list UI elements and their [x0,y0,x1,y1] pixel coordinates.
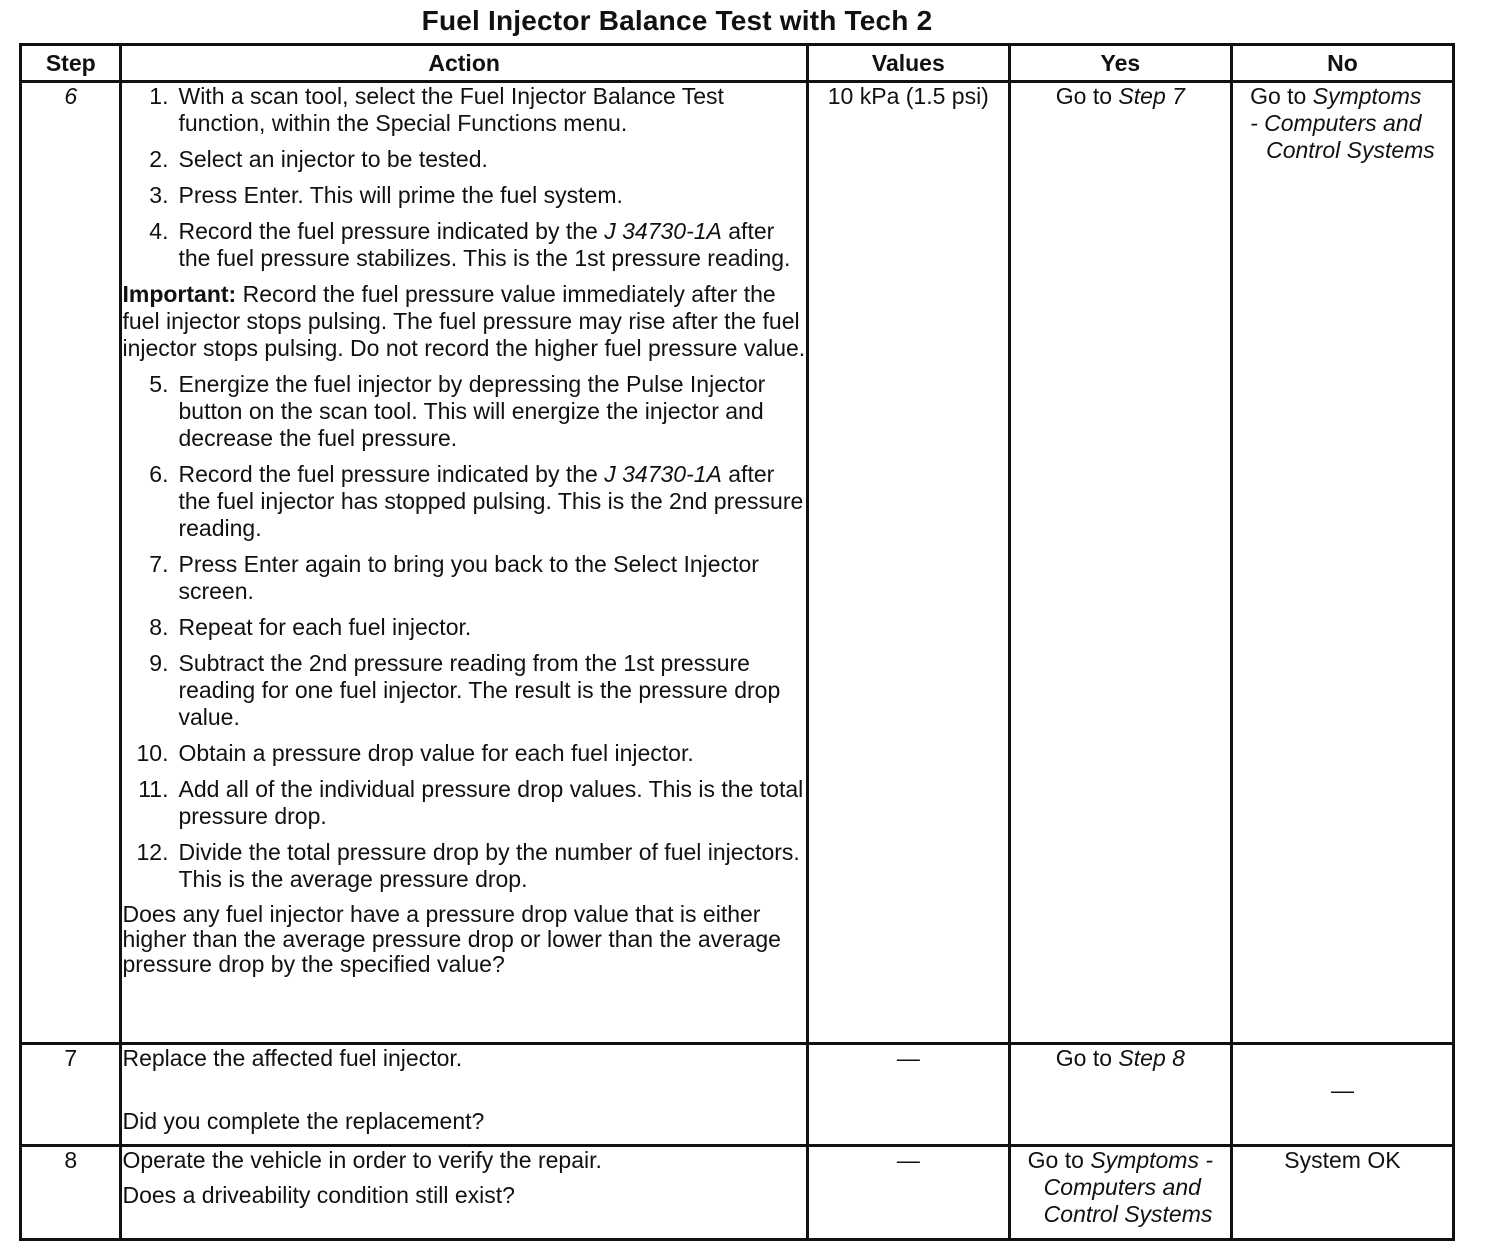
step-link[interactable]: Step 7 [1118,83,1185,109]
step-question: Does a driveability condition still exist? [122,1182,515,1208]
list-item: 2. Select an injector to be tested. [149,146,488,172]
list-item: 8. Repeat for each fuel injector. [149,614,472,640]
tool-reference: J 34730-1A [604,218,722,244]
column-header-yes: Yes [1009,45,1231,82]
column-header-action: Action [121,45,807,82]
list-item: 4. Record the fuel pressure indicated by the J 34730-1A after the fuel pressure stabilizes. This is the 1st pressure reading. [149,218,791,271]
list-item: 11. Add all of the individual pressure drop values. This is the total pressure drop. [138,776,804,829]
header-row [21,45,1454,82]
list-item: 10. Obtain a pressure drop value for each fuel injector. [136,740,694,766]
step-number: 7 [21,1044,121,1146]
step-link[interactable]: Step 8 [1118,1045,1185,1071]
no-action [1231,1044,1453,1146]
step-number: 8 [21,1146,121,1240]
step-question: Does any fuel injector have a pressure drop value that is either higher than the average pressure drop or lower than the average pressure drop by the specified value? [122,901,781,977]
list-item: 5. Energize the fuel injector by depressing the Pulse Injector button on the scan tool. This will energize the injector and decrease the fuel pressure. [149,371,766,451]
no-action: Go to Symptoms - Computers and Control Systems [1231,82,1453,1044]
action-cell [121,1044,807,1146]
list-item: 9. Subtract the 2nd pressure reading from the 1st pressure reading for one fuel injector. The result is the pressure drop value. [149,650,781,730]
list-item: 12. Divide the total pressure drop by the number of fuel injectors. This is the average pressure drop. [136,839,800,892]
action-cell [121,1146,807,1240]
column-header-values: Values [807,45,1009,82]
action-steps-list [122,83,805,272]
symptoms-link[interactable]: Symptoms [1312,83,1422,109]
tool-reference: J 34730-1A [604,461,722,487]
yes-action: Go to Step 8 [1009,1044,1231,1146]
spec-value [807,1044,1009,1146]
yes-action: Go to Symptoms - Computers and Control Systems [1009,1146,1231,1240]
action-text: Operate the vehicle in order to verify the repair. [122,1147,602,1173]
list-item: 1. With a scan tool, select the Fuel Injector Balance Test function, within the Special Functions menu. [149,83,724,136]
table-row-step-7 [21,1044,1454,1146]
action-steps-list-2 [122,371,805,893]
step-number: 6 [21,82,121,1044]
page-title: Fuel Injector Balance Test with Tech 2 [421,5,933,36]
action-text: Replace the affected fuel injector. [122,1045,463,1071]
em-dash: — [1330,1077,1354,1103]
spec-value: 10 kPa (1.5 psi) [807,82,1009,1044]
step-question: Did you complete the replacement? [122,1108,485,1134]
em-dash: — [896,1045,920,1071]
em-dash: — [896,1147,920,1173]
list-item: 3. Press Enter. This will prime the fuel system. [149,182,623,208]
table-row-step-6 [21,82,1454,1044]
column-header-no: No [1231,45,1453,82]
important-note: Important: Record the fuel pressure value immediately after the fuel injector stops pulsing. The fuel pressure may rise after the fuel injector stops pulsing. Do not record the higher fuel pressure value. [122,281,806,361]
yes-action: Go to Step 7 [1009,82,1231,1044]
symptoms-link[interactable]: Symptoms - [1090,1147,1214,1173]
diagnostic-table [19,43,1455,1241]
important-label: Important: [122,281,237,307]
table-row-step-8 [21,1146,1454,1240]
action-cell [121,82,807,1044]
column-header-step: Step [21,45,121,82]
no-action: System OK [1231,1146,1453,1240]
list-item: 7. Press Enter again to bring you back to the Select Injector screen. [149,551,759,604]
spec-value [807,1146,1009,1240]
list-item: 6. Record the fuel pressure indicated by the J 34730-1A after the fuel injector has stopped pulsing. This is the 2nd pressure reading. [149,461,804,541]
